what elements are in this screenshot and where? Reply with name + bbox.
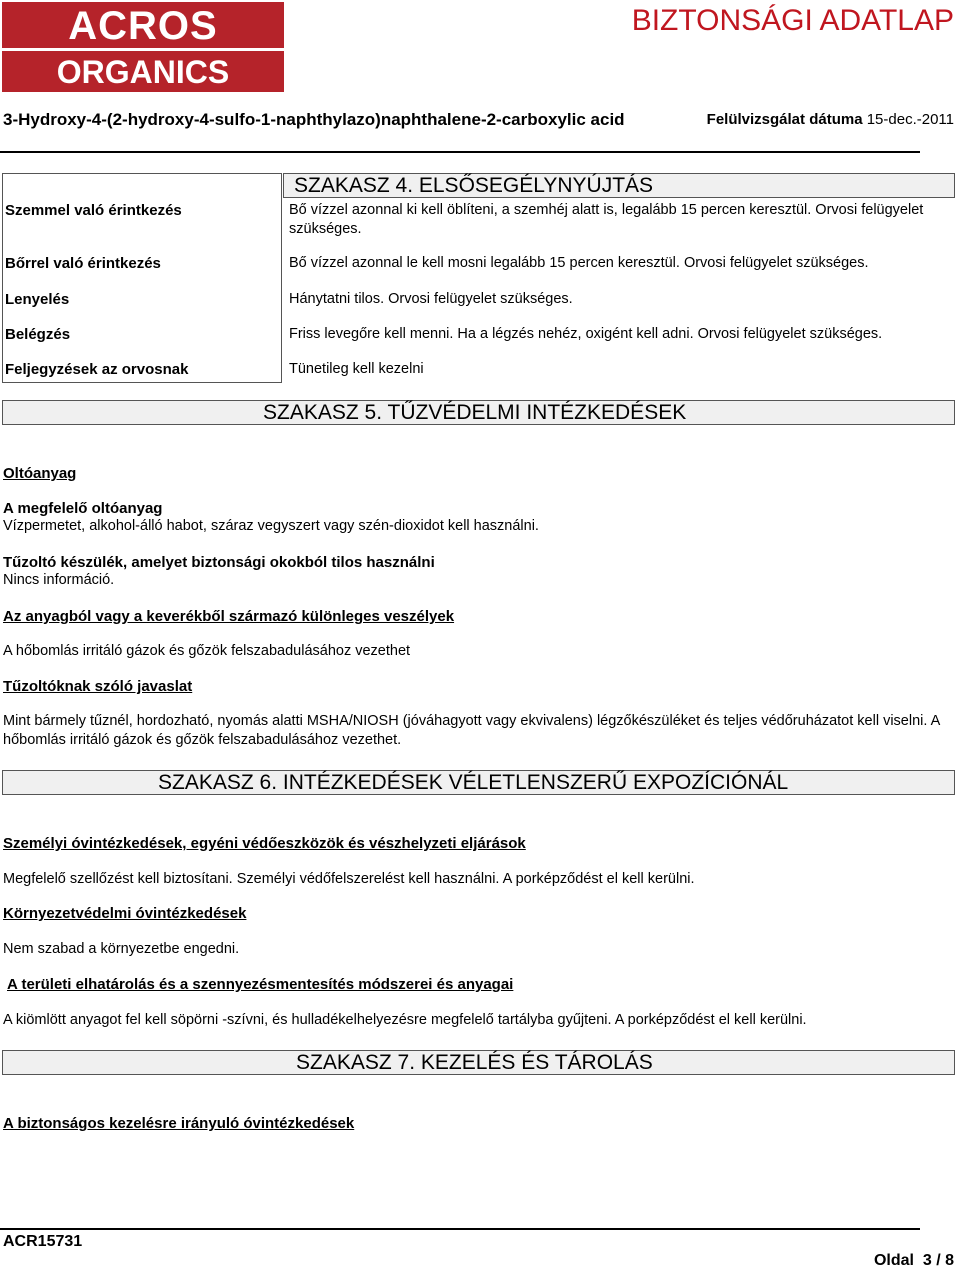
- acros-organics-logo: [2, 2, 284, 92]
- revision-date: [660, 111, 954, 128]
- text-skin-contact: Bő vízzel azonnal le kell mosni legalább 15 percen keresztül. Orvosi felügyelet szükséges.: [289, 255, 869, 271]
- section6-header: [2, 770, 955, 795]
- personal-precautions-heading: Személyi óvintézkedések, egyéni védőeszközök és vészhelyzeti eljárások: [3, 835, 526, 852]
- section5-header: [2, 400, 955, 425]
- containment-text: A kiömlött anyagot fel kell söpörni -szívni, és hulladékelhelyezésre megfelelő tartályba gyűjteni. A porképződést el kell kerülni.: [3, 1012, 807, 1028]
- section5-title: SZAKASZ 5. TŰZVÉDELMI INTÉZKEDÉSEK: [263, 401, 687, 424]
- section4-title: SZAKASZ 4. ELSŐSEGÉLYNYÚJTÁS: [294, 174, 654, 197]
- section4-header: [283, 173, 955, 198]
- extinguishing-heading: Oltóanyag: [3, 465, 77, 482]
- personal-precautions-text: Megfelelő szellőzést kell biztosítani. Személyi védőfelszerelést kell használni. A porképződést el kell kerülni.: [3, 871, 695, 887]
- suitable-media-text: Vízpermetet, alkohol-álló habot, száraz vegyszert vagy szén-dioxidot kell használni.: [3, 518, 539, 534]
- unsuitable-media-text: Nincs információ.: [3, 572, 115, 588]
- label-notes-physician: Feljegyzések az orvosnak: [5, 361, 189, 378]
- document-code: ACR15731: [3, 1233, 83, 1250]
- safe-handling-heading: A biztonságos kezelésre irányuló óvintézkedések: [3, 1115, 355, 1132]
- label-eye-contact: Szemmel való érintkezés: [5, 202, 182, 219]
- suitable-media-heading: A megfelelő oltóanyag: [3, 500, 163, 517]
- revision-date-value: 15-dec.-2011: [866, 111, 954, 128]
- text-inhalation: Friss levegőre kell menni. Ha a légzés nehéz, oxigént kell adni. Orvosi felügyelet szükséges.: [289, 326, 883, 342]
- page-number: [820, 1252, 954, 1270]
- header-rule: [0, 151, 920, 153]
- document-title: BIZTONSÁGI ADATLAP: [631, 4, 954, 37]
- section7-header: [2, 1050, 955, 1075]
- text-eye-contact: Bő vízzel azonnal ki kell öblíteni, a szemhéj alatt is, legalább 15 percen keresztül. Orvosi felügyelet szükséges.: [289, 202, 924, 237]
- containment-heading: A területi elhatárolás és a szennyezésmentesítés módszerei és anyagai: [7, 976, 514, 993]
- firefighter-advice-text: Mint bármely tűznél, hordozható, nyomás alatti MSHA/NIOSH (jóváhagyott vagy ekvivalens) légzőkészüléket és teljes védőruházatot kell viselni. A hőbomlás irritáló gázok és gőzök felszabadulásához vezethet.: [3, 713, 940, 748]
- text-notes-physician: Tünetileg kell kezelni: [289, 361, 424, 377]
- section6-title: SZAKASZ 6. INTÉZKEDÉSEK VÉLETLENSZERŰ EXPOZÍCIÓNÁL: [158, 771, 789, 794]
- special-hazards-text: A hőbomlás irritáló gázok és gőzök felszabadulásához vezethet: [3, 643, 411, 659]
- product-name: 3-Hydroxy-4-(2-hydroxy-4-sulfo-1-naphthylazo)naphthalene-2-carboxylic acid: [3, 110, 625, 129]
- special-hazards-heading: Az anyagból vagy a keverékből származó különleges veszélyek: [3, 608, 455, 625]
- page-label: Oldal: [873, 1252, 914, 1269]
- revision-label: Felülvizsgálat dátuma: [706, 111, 863, 128]
- logo-divider: [2, 48, 284, 51]
- logo-text-line1: ACROS: [68, 4, 218, 48]
- environmental-precautions-text: Nem szabad a környezetbe engedni.: [3, 941, 240, 957]
- label-inhalation: Belégzés: [5, 326, 71, 343]
- text-ingestion: Hánytatni tilos. Orvosi felügyelet szükséges.: [289, 291, 573, 307]
- label-ingestion: Lenyelés: [5, 291, 70, 308]
- firefighter-advice-heading: Tűzoltóknak szóló javaslat: [3, 678, 193, 695]
- unsuitable-media-heading: Tűzoltó készülék, amelyet biztonsági okokból tilos használni: [3, 554, 435, 571]
- label-skin-contact: Bőrrel való érintkezés: [5, 255, 161, 272]
- section7-title: SZAKASZ 7. KEZELÉS ÉS TÁROLÁS: [296, 1051, 653, 1074]
- footer-rule: [0, 1228, 920, 1230]
- page-value: 3 / 8: [922, 1252, 954, 1269]
- logo-text-line2: ORGANICS: [56, 54, 230, 90]
- environmental-precautions-heading: Környezetvédelmi óvintézkedések: [3, 905, 247, 922]
